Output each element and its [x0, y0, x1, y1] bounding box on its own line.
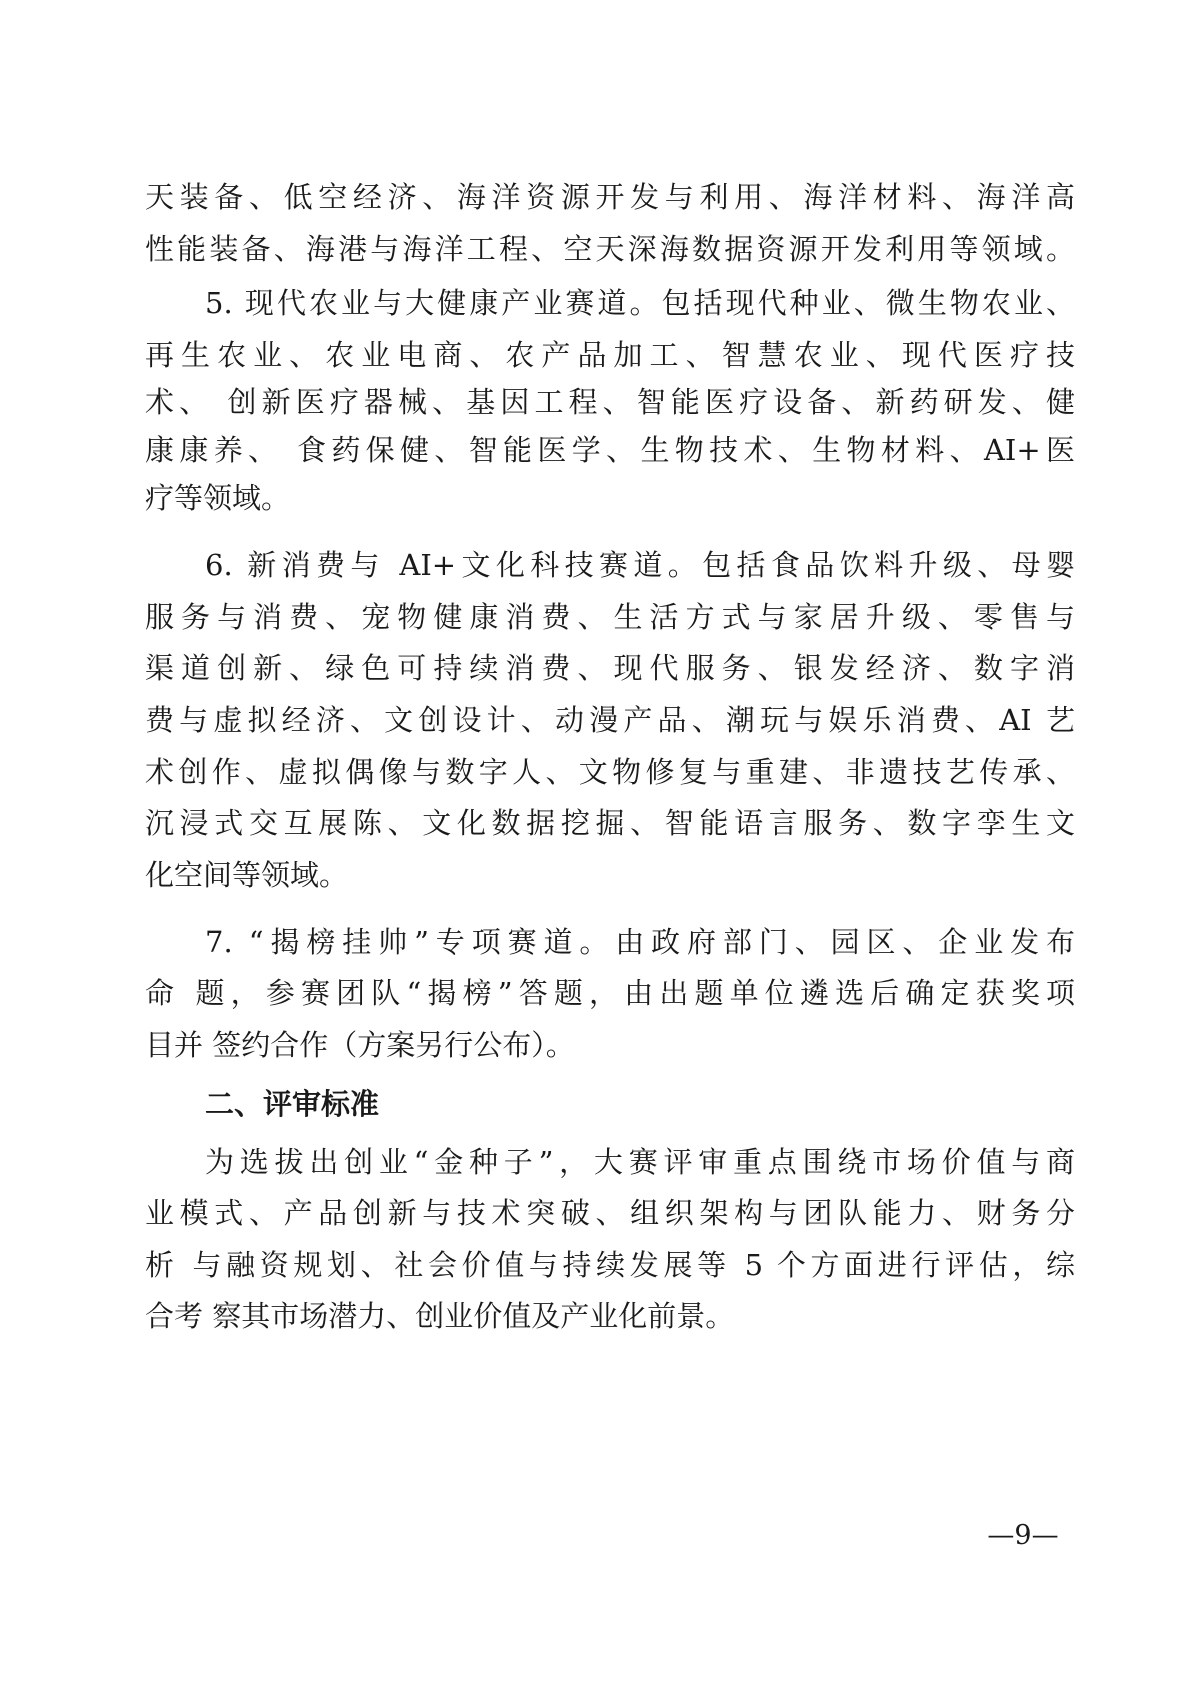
list-item-6-line: 化空间等领域。 — [145, 858, 349, 892]
paragraph-line: 业模式、产品创新与技术突破、组织架构与团队能力、财务分 — [145, 1196, 1075, 1230]
list-item-5-line: 疗等领域。 — [145, 481, 291, 515]
list-item-7-line: 命 题，参赛团队“揭榜”答题，由出题单位遴选后确定获奖项 — [145, 976, 1075, 1010]
list-item-6-line: 费与虚拟经济、文创设计、动漫产品、潮玩与娱乐消费、AI 艺 — [145, 703, 1075, 737]
paragraph-line: 合考 察其市场潜力、创业价值及产业化前景。 — [145, 1299, 735, 1333]
list-item-5-line: 术、 创新医疗器械、基因工程、智能医疗设备、新药研发、健 — [145, 385, 1075, 419]
list-item-5-line: 5. 现代农业与大健康产业赛道。包括现代种业、微生物农业、 — [205, 286, 1075, 320]
paragraph-line: 析 与融资规划、社会价值与持续发展等 5 个方面进行评估，综 — [145, 1248, 1075, 1282]
list-item-5-line: 再生农业、农业电商、农产品加工、智慧农业、现代医疗技 — [145, 338, 1075, 372]
list-item-6-line: 6. 新消费与 AI+文化科技赛道。包括食品饮料升级、母婴 — [205, 548, 1075, 582]
paragraph-line: 性能装备、海港与海洋工程、空天深海数据资源开发利用等领域。 — [145, 232, 1075, 266]
list-item-6-line: 服务与消费、宠物健康消费、生活方式与家居升级、零售与 — [145, 600, 1075, 634]
list-item-6-line: 渠道创新、绿色可持续消费、现代服务、银发经济、数字消 — [145, 651, 1075, 685]
list-item-6-line: 术创作、虚拟偶像与数字人、文物修复与重建、非遗技艺传承、 — [145, 755, 1075, 789]
list-item-7-line: 目并 签约合作（方案另行公布）。 — [145, 1028, 575, 1062]
list-item-6-line: 沉浸式交互展陈、文化数据挖掘、智能语言服务、数字孪生文 — [145, 806, 1075, 840]
paragraph-line: 为选拔出创业“金种子”，大赛评审重点围绕市场价值与商 — [205, 1145, 1075, 1179]
paragraph-line: 天装备、低空经济、海洋资源开发与利用、海洋材料、海洋高 — [145, 180, 1075, 214]
section-heading: 二、评审标准 — [205, 1087, 380, 1121]
list-item-7-line: 7. “揭榜挂帅”专项赛道。由政府部门、园区、企业发布 — [205, 925, 1075, 959]
page-number: —9— — [987, 1520, 1059, 1551]
list-item-5-line: 康康养、 食药保健、智能医学、生物技术、生物材料、AI+医 — [145, 433, 1075, 467]
